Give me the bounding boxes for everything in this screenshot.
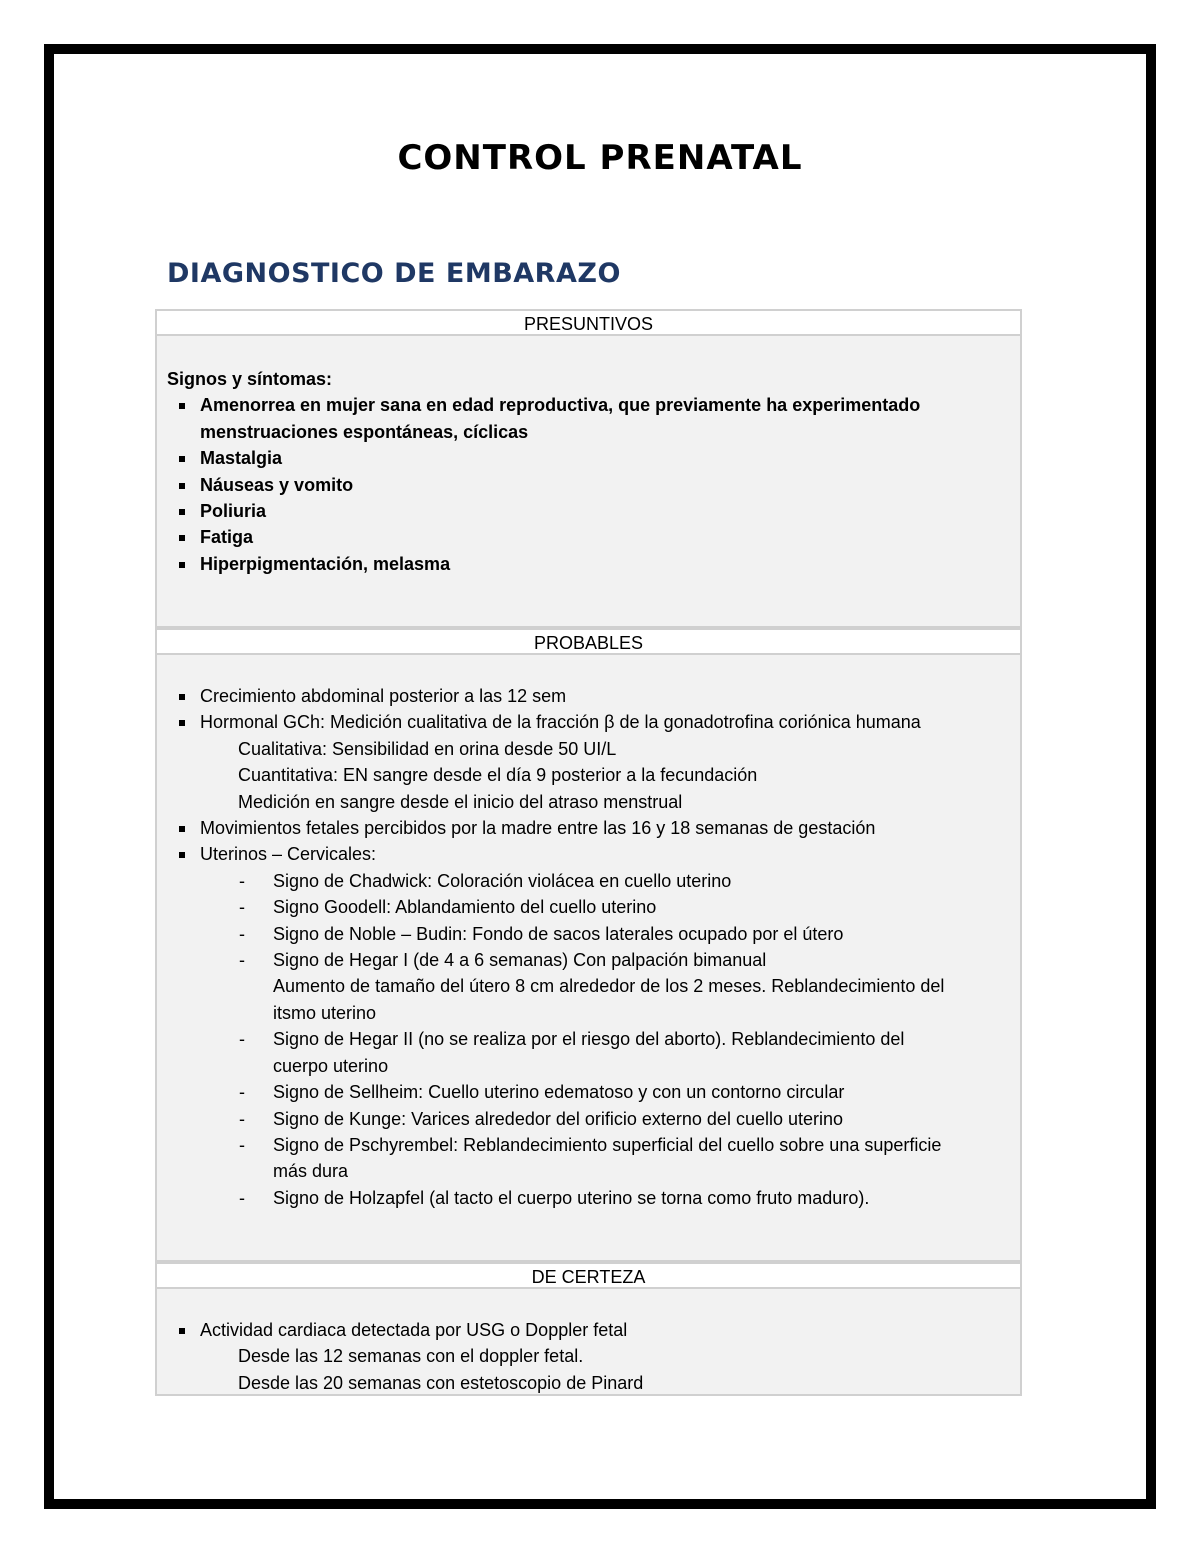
dash-item: - Signo de Hegar I (de 4 a 6 semanas) Con palpación bimanual [167,947,1010,973]
sub-item: Medición en sangre desde el inicio del atraso menstrual [238,791,683,812]
list-item: Hormonal GCh: Medición cualitativa de la fracción β de la gonadotrofina coriónica humana [167,709,1010,735]
dash-item: - Signo Goodell: Ablandamiento del cuello uterino [167,894,1010,920]
list-item: Poliuria [167,498,1010,524]
list-item: Amenorrea en mujer sana en edad reproductiva, que previamente ha experimentado [167,392,1010,418]
sub-item: Cuantitativa: EN sangre desde el día 9 posterior a la fecundación [238,765,758,786]
probables-header: PROBABLES [155,628,1022,655]
dash-item-continuation: itsmo uterino [273,1002,377,1023]
dash-item-continuation: Aumento de tamaño del útero 8 cm alrededor de los 2 meses. Reblandecimiento del [273,976,945,997]
list-item: Movimientos fetales percibidos por la madre entre las 16 y 18 semanas de gestación [167,815,1010,841]
dash-item: - Signo de Holzapfel (al tacto el cuerpo uterino se torna como fruto maduro). [167,1185,1010,1211]
probables-body [155,655,1022,1262]
list-item: Hiperpigmentación, melasma [167,551,1010,577]
list-item: Crecimiento abdominal posterior a las 12 sem [167,683,1010,709]
certeza-header: DE CERTEZA [155,1262,1022,1289]
presuntivos-body [155,336,1022,628]
dash-item: - Signo de Sellheim: Cuello uterino edematoso y con un contorno circular [167,1079,1010,1105]
list-item-continuation: menstruaciones espontáneas, cíclicas [200,421,529,442]
diagnosis-table [155,309,1022,1396]
dash-item-continuation: más dura [273,1161,349,1182]
document-title: CONTROL PRENATAL [397,138,803,178]
dash-item: - Signo de Pschyrembel: Reblandecimiento superficial del cuello sobre una superficie [167,1132,1010,1158]
dash-item: - Signo de Kunge: Varices alrededor del orificio externo del cuello uterino [167,1106,1010,1132]
list-item: Náuseas y vomito [167,472,1010,498]
dash-item: - Signo de Noble – Budin: Fondo de sacos laterales ocupado por el útero [167,921,1010,947]
sub-item: Desde las 12 semanas con el doppler fetal. [238,1346,584,1367]
section-heading: DIAGNOSTICO DE EMBARAZO [167,258,621,289]
sub-item: Desde las 20 semanas con estetoscopio de Pinard [238,1372,644,1393]
list-item: Actividad cardiaca detectada por USG o Doppler fetal [167,1317,1010,1343]
certeza-body [155,1289,1022,1396]
list-item: Uterinos – Cervicales: [167,841,1010,867]
dash-item: - Signo de Hegar II (no se realiza por el riesgo del aborto). Reblandecimiento del [167,1026,1010,1052]
list-item: Fatiga [167,524,1010,550]
presuntivos-header: PRESUNTIVOS [155,309,1022,336]
dash-item: - Signo de Chadwick: Coloración violácea en cuello uterino [167,868,1010,894]
list-item: Mastalgia [167,445,1010,471]
presuntivos-intro: Signos y síntomas: [167,369,333,389]
sub-item: Cualitativa: Sensibilidad en orina desde 50 UI/L [238,738,617,759]
dash-item-continuation: cuerpo uterino [273,1055,389,1076]
